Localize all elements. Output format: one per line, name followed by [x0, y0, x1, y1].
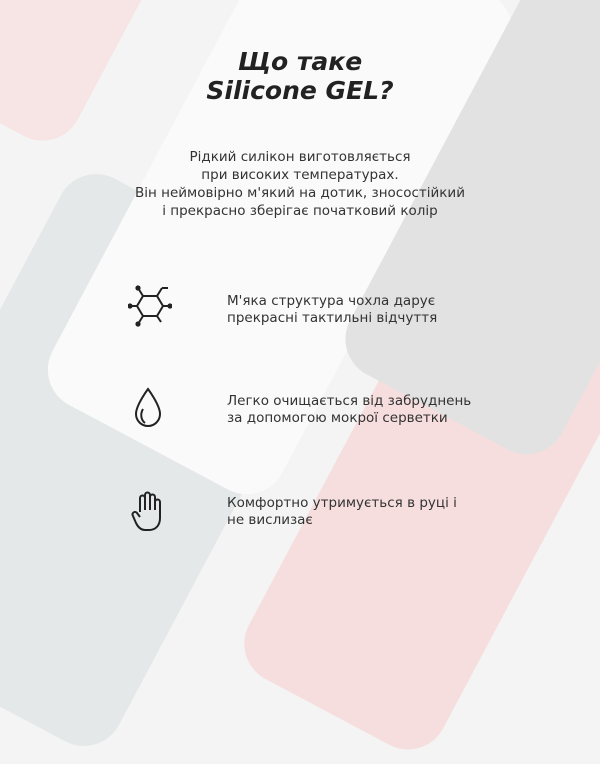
water-drop-icon [133, 387, 163, 429]
title-line: Що таке [237, 47, 363, 76]
feature-item [227, 495, 567, 529]
page-title [0, 47, 600, 105]
feature-item [227, 393, 567, 427]
feature-text: не вислизає [227, 512, 313, 528]
hand-icon [131, 490, 163, 532]
molecule-hexagon-icon [128, 284, 172, 332]
feature-text: прекрасні тактильні відчуття [227, 310, 438, 326]
title-line: Silicone GEL? [206, 76, 394, 105]
intro-line: при високих температурах. [201, 167, 399, 183]
intro-paragraph [0, 148, 600, 220]
intro-line: Він неймовірно м'який на дотик, зносостійкий [135, 185, 465, 201]
intro-line: Рідкий силікон виготовляється [189, 149, 411, 165]
feature-text: М'яка структура чохла дарує [227, 293, 436, 309]
intro-line: і прекрасно зберігає початковий колір [162, 203, 438, 219]
feature-text: Комфортно утримується в руці і [227, 495, 457, 511]
feature-text: за допомогою мокрої серветки [227, 410, 448, 426]
feature-item [227, 293, 567, 327]
feature-text: Легко очищається від забруднень [227, 393, 472, 409]
